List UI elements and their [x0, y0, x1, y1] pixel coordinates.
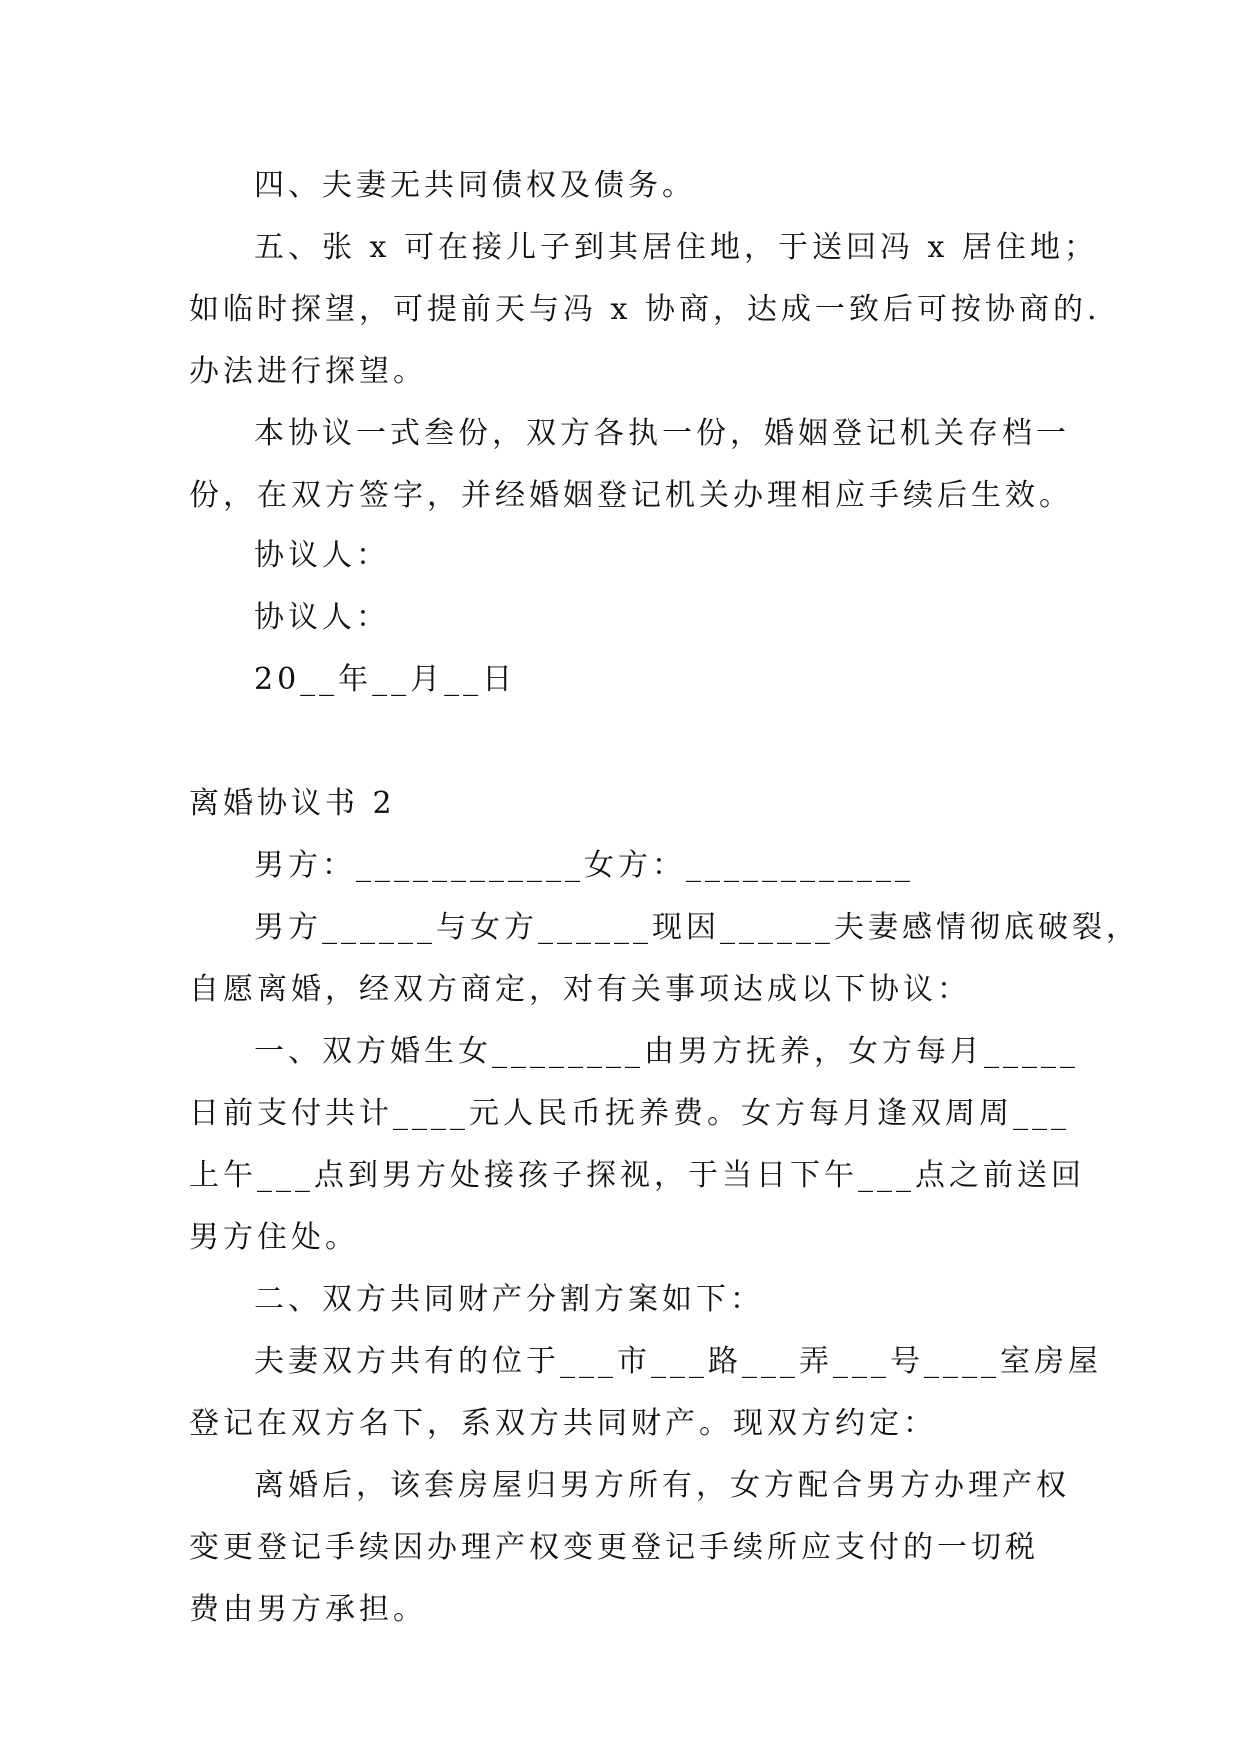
clause-5-line-2: 如临时探望，可提前天与冯 x 协商，达成一致后可按协商的.	[189, 292, 1101, 327]
clause-5-line-1: 五、张 x 可在接儿子到其居住地，于送回冯 x 居住地；	[254, 230, 1098, 265]
date-line: 20__年__月__日	[254, 662, 517, 697]
clause-1-line-3: 上午___点到男方处接孩子探视，于当日下午___点之前送回	[189, 1158, 1085, 1193]
parties-line: 男方：____________女方：____________	[254, 848, 914, 883]
copies-line-1: 本协议一式叁份，双方各执一份，婚姻登记机关存档一	[254, 416, 1070, 451]
signatory-2: 协议人：	[254, 600, 390, 635]
clause-1-line-4: 男方住处。	[189, 1220, 359, 1255]
clause-5-line-3: 办法进行探望。	[189, 354, 427, 389]
clause-1-line-1: 一、双方婚生女________由男方抚养，女方每月_____	[254, 1034, 1079, 1069]
intro-line-2: 自愿离婚，经双方商定，对有关事项达成以下协议：	[189, 972, 971, 1007]
section-title: 离婚协议书 2	[189, 786, 396, 821]
intro-line-1: 男方______与女方______现因______夫妻感情彻底破裂，	[254, 910, 1140, 945]
clause-4: 四、夫妻无共同债权及债务。	[254, 168, 696, 203]
after-divorce-line-1: 离婚后，该套房屋归男方所有，女方配合男方办理产权	[254, 1468, 1070, 1503]
signatory-1: 协议人：	[254, 538, 390, 573]
house-line-1: 夫妻双方共有的位于___市___路___弄___号____室房屋	[254, 1344, 1102, 1379]
house-line-2: 登记在双方名下，系双方共同财产。现双方约定：	[189, 1406, 937, 1441]
clause-2-heading: 二、双方共同财产分割方案如下：	[254, 1282, 764, 1317]
copies-line-2: 份，在双方签字，并经婚姻登记机关办理相应手续后生效。	[189, 478, 1073, 513]
after-divorce-line-3: 费由男方承担。	[189, 1592, 427, 1627]
clause-1-line-2: 日前支付共计____元人民币抚养费。女方每月逢双周周___	[189, 1096, 1070, 1131]
after-divorce-line-2: 变更登记手续因办理产权变更登记手续所应支付的一切税	[189, 1530, 1039, 1565]
